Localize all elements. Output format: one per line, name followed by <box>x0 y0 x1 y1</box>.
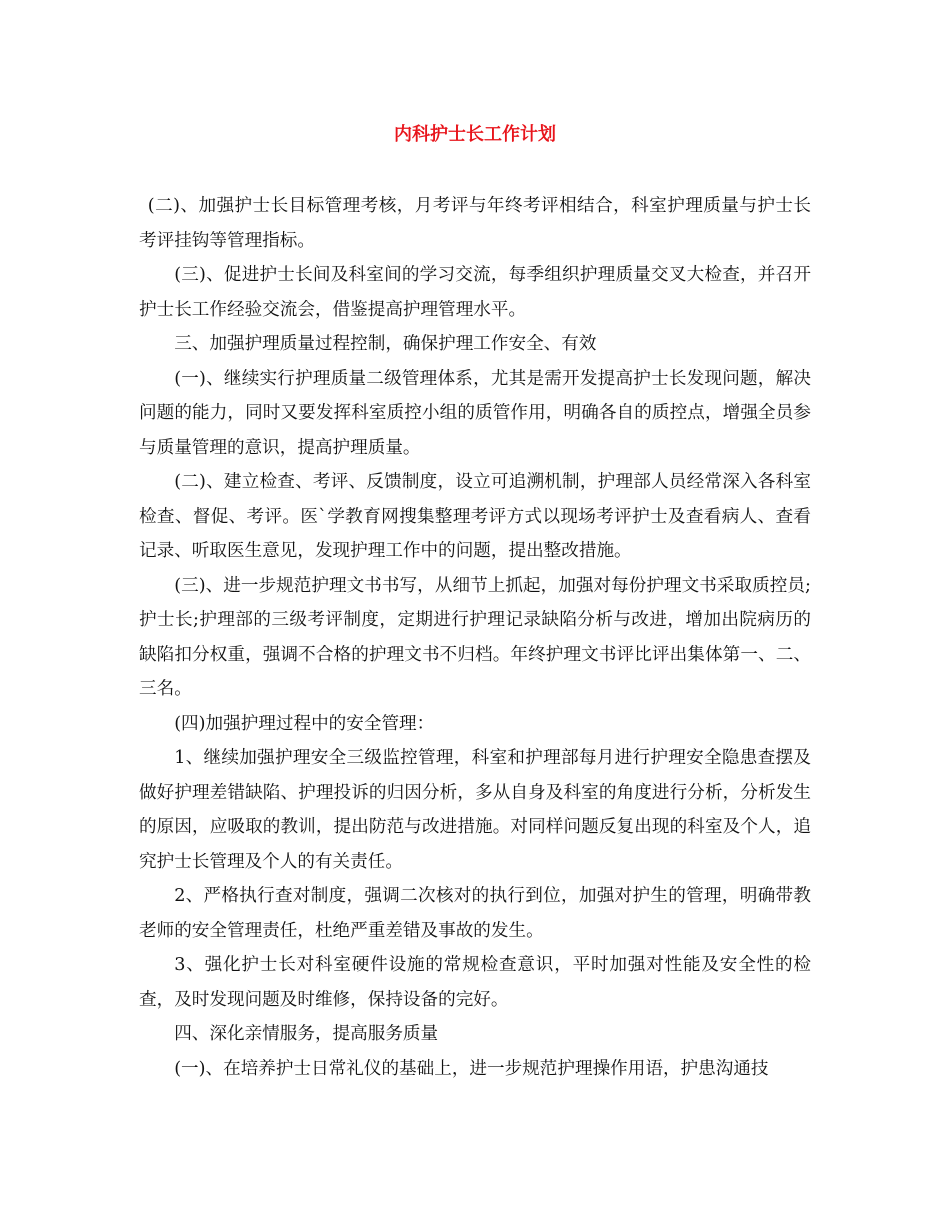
paragraph: (三)、进一步规范护理文书书写，从细节上抓起，加强对每份护理文书采取质控员;护士长;护理部的三级考评制度，定期进行护理记录缺陷分析与改进，增加出院病历的缺陷扣分权重，强调不合格的护理文书不归档。年终护理文书评比评出集体第一、二、三名。 <box>139 575 811 699</box>
paragraph: (二)、建立检查、考评、反馈制度，设立可追溯机制，护理部人员经常深入各科室检查、督促、考评。医`学教育网搜集整理考评方式以现场考评护士及查看病人、查看记录、听取医生意见，发现护理工作中的问题，提出整改措施。 <box>139 472 811 561</box>
paragraph: 3、强化护士长对科室硬件设施的常规检查意识，平时加强对性能及安全性的检查，及时发现问题及时维修，保持设备的完好。 <box>139 955 811 1010</box>
paragraph: (三)、促进护士长间及科室间的学习交流，每季组织护理质量交叉大检查，并召开护士长工作经验交流会，借鉴提高护理管理水平。 <box>139 265 811 320</box>
document-body <box>139 189 811 1086</box>
subsection-heading: (四)加强护理过程中的安全管理： <box>174 713 435 734</box>
paragraph: (一)、继续实行护理质量二级管理体系，尤其是需开发提高护士长发现问题，解决问题的能力，同时又要发挥科室质控小组的质管作用，明确各自的质控点，增强全员参与质量管理的意识，提高护理质量。 <box>139 368 811 458</box>
section-heading: 四、深化亲情服务，提高服务质量 <box>174 1024 439 1044</box>
paragraph: (二)、加强护士长目标管理考核，月考评与年终考评相结合，科室护理质量与护士长考评挂钩等管理指标。 <box>139 196 811 251</box>
section-heading: 三、加强护理质量过程控制，确保护理工作安全、有效 <box>174 334 597 354</box>
paragraph: 2、严格执行查对制度，强调二次核对的执行到位，加强对护生的管理，明确带教老师的安全管理责任，杜绝严重差错及事故的发生。 <box>139 886 811 941</box>
paragraph: 1、继续加强护理安全三级监控管理，科室和护理部每月进行护理安全隐患查摆及做好护理差错缺陷、护理投诉的归因分析，多从自身及科室的角度进行分析，分析发生的原因，应吸取的教训，提出防范与改进措施。对同样问题反复出现的科室及个人，追究护士长管理及个人的有关责任。 <box>139 748 811 872</box>
paragraph: (一)、在培养护士日常礼仪的基础上，进一步规范护理操作用语，护患沟通技 <box>174 1058 769 1079</box>
document-title: 内科护士长工作计划 <box>394 124 556 145</box>
